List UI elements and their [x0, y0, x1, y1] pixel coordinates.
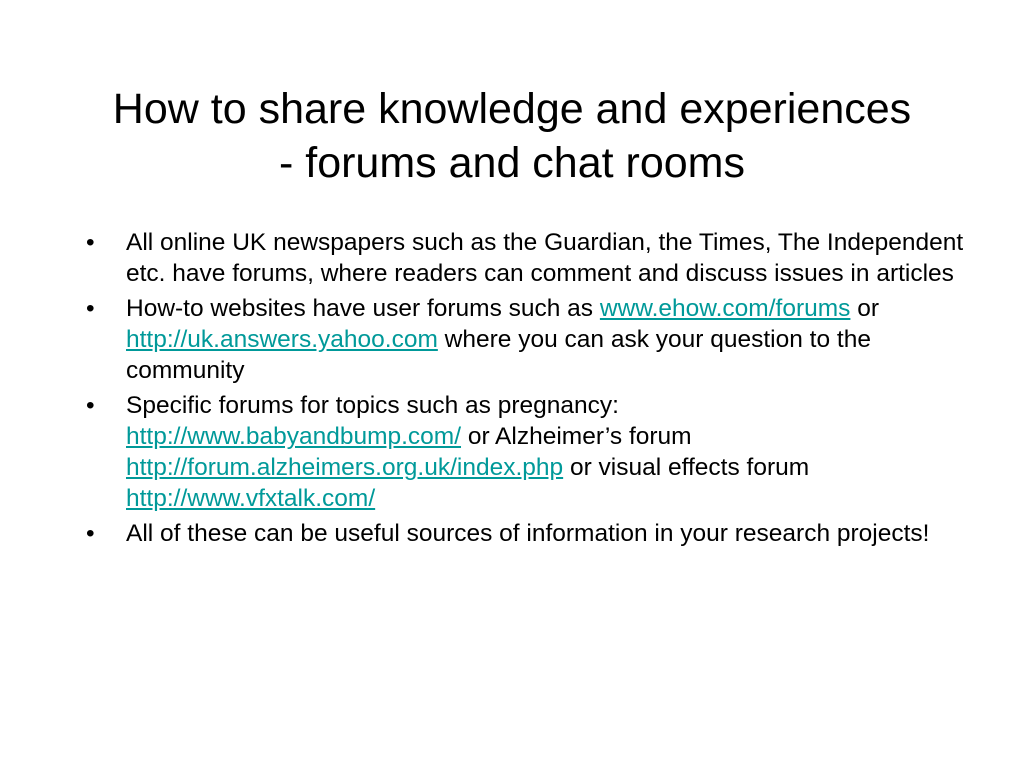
bullet-text: All of these can be useful sources of information in your research projects! [126, 520, 930, 547]
bullet-item-research-sources [86, 518, 966, 549]
bullet-text: Specific forums for topics such as pregnancy: [126, 392, 619, 419]
bullet-marker: • [86, 295, 95, 322]
bullet-marker: • [86, 392, 95, 419]
bullet-text: All online UK newspapers such as the Guardian, the Times, The Independent etc. have forums, where readers can comment and discuss issues in articles [126, 229, 964, 287]
bullet-text: or [850, 295, 879, 322]
link-vfxtalk[interactable]: http://www.vfxtalk.com/ [126, 485, 376, 512]
bullet-text: where you can ask your question to the community [126, 326, 871, 384]
bullet-marker: • [86, 520, 95, 547]
bullet-text: or Alzheimer’s forum [461, 423, 692, 450]
bullet-marker: • [86, 229, 95, 256]
bullet-item-howto-websites [86, 293, 966, 386]
link-yahoo-answers[interactable]: http://uk.answers.yahoo.com [126, 326, 438, 353]
link-ehow-forums[interactable]: www.ehow.com/forums [599, 295, 851, 322]
bullet-item-specific-forums [86, 390, 966, 514]
slide-title-line-2: - forums and chat rooms [278, 139, 745, 187]
link-alzheimers-forum[interactable]: http://forum.alzheimers.org.uk/index.php [126, 454, 564, 481]
slide-title [62, 82, 962, 190]
bullet-text: How-to websites have user forums such as [126, 295, 600, 322]
link-babyandbump[interactable]: http://www.babyandbump.com/ [126, 423, 462, 450]
slide-title-line-1: How to share knowledge and experiences [112, 85, 912, 133]
bullet-item-newspapers [86, 227, 966, 289]
bullet-text: or visual effects forum [563, 454, 810, 481]
bullet-list [86, 227, 966, 553]
